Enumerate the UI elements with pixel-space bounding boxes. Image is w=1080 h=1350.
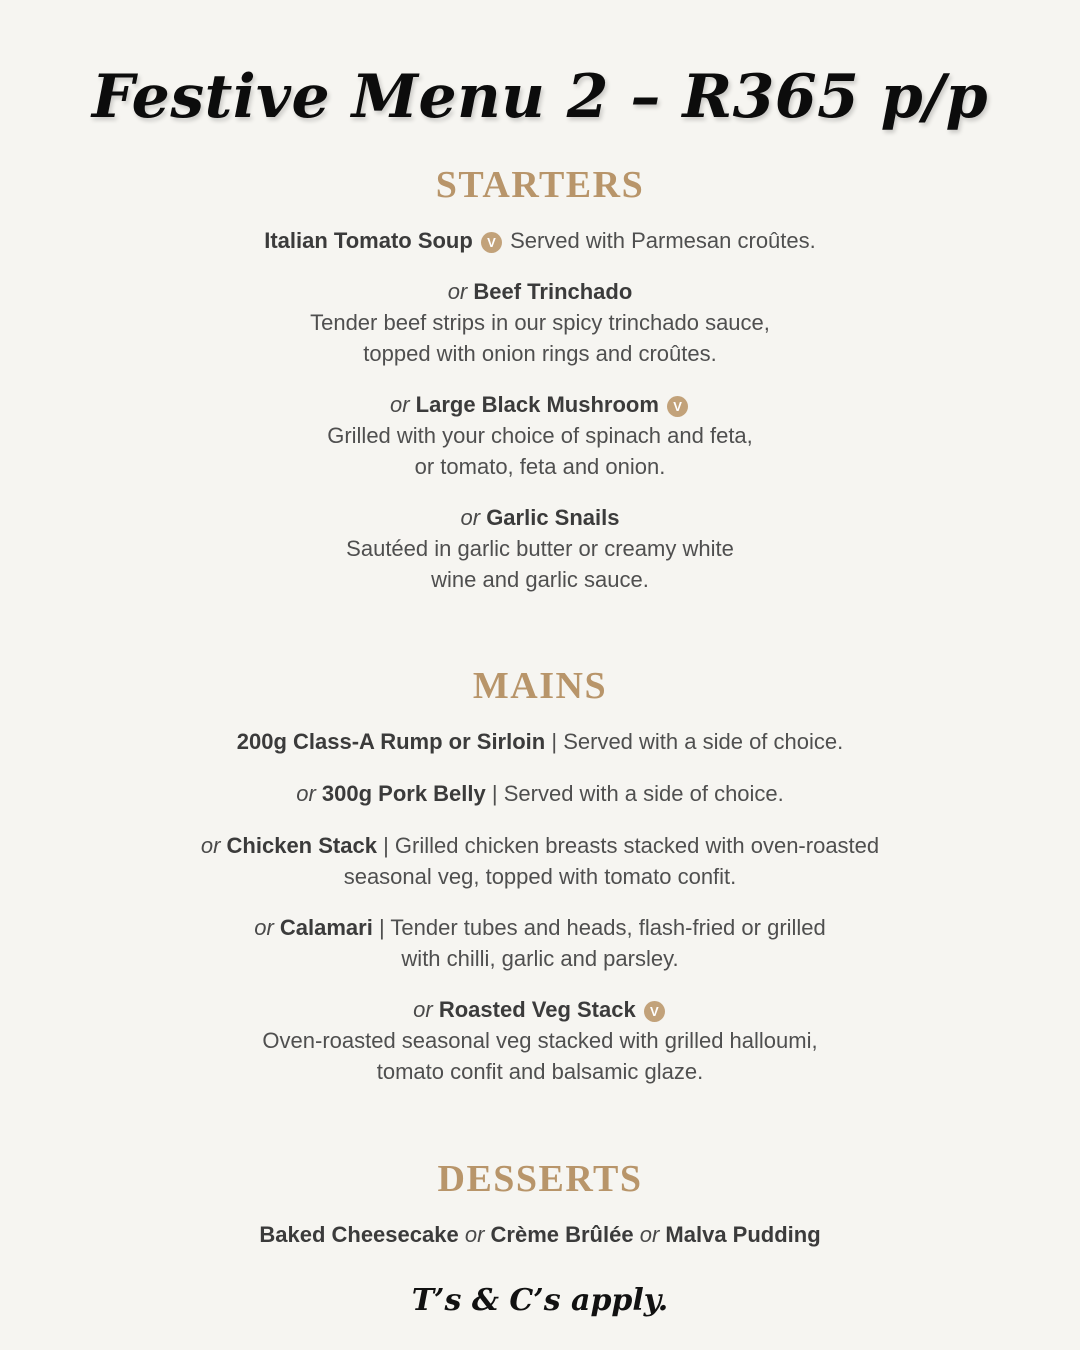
main-item-chicken-stack bbox=[0, 830, 1080, 892]
or-label: or bbox=[254, 915, 274, 940]
vegetarian-icon: V bbox=[481, 232, 502, 253]
item-name: 300g Pork Belly bbox=[321, 781, 486, 806]
item-description-line2: or tomato, feta and onion. bbox=[414, 454, 666, 479]
mains-section bbox=[0, 664, 1080, 708]
main-item-rump-sirloin bbox=[0, 726, 1080, 757]
item-description-line1: Oven-roasted seasonal veg stacked with grilled halloumi, bbox=[262, 1028, 818, 1053]
item-name: Beef Trinchado bbox=[473, 279, 633, 304]
item-description: Served with a side of choice. bbox=[503, 781, 784, 806]
or-label: or bbox=[389, 392, 410, 417]
separator: | bbox=[383, 833, 389, 858]
desserts-section bbox=[0, 1157, 1080, 1201]
item-name: Calamari bbox=[279, 915, 373, 940]
item-name: Large Black Mushroom bbox=[415, 392, 659, 417]
starter-item-italian-tomato-soup bbox=[0, 225, 1080, 256]
item-description-line2: seasonal veg, topped with tomato confit. bbox=[343, 864, 737, 889]
or-label: or bbox=[447, 279, 468, 304]
dessert-items bbox=[0, 1219, 1080, 1250]
item-name: Italian Tomato Soup bbox=[264, 228, 473, 253]
item-name: 200g Class-A Rump or Sirloin bbox=[236, 729, 546, 754]
main-item-roasted-veg-stack bbox=[0, 994, 1080, 1087]
item-description: Served with a side of choice. bbox=[563, 729, 844, 754]
starter-item-beef-trinchado bbox=[0, 276, 1080, 369]
item-description-line2: tomato confit and balsamic glaze. bbox=[376, 1059, 704, 1084]
or-label: or bbox=[460, 505, 481, 530]
or-label: or bbox=[639, 1222, 660, 1247]
item-description-line1: Tender beef strips in our spicy trinchado sauce, bbox=[310, 310, 770, 335]
starter-item-garlic-snails bbox=[0, 502, 1080, 595]
item-description-line2: with chilli, garlic and parsley. bbox=[401, 946, 679, 971]
main-item-calamari bbox=[0, 912, 1080, 974]
item-description-line1: Grilled with your choice of spinach and feta, bbox=[327, 423, 753, 448]
dessert-item-name: Crème Brûlée bbox=[490, 1222, 634, 1247]
dessert-item-name: Baked Cheesecake bbox=[259, 1222, 459, 1247]
menu-title: Festive Menu 2 – R365 p/p bbox=[91, 62, 989, 132]
item-description-line1: Sautéed in garlic butter or creamy white bbox=[346, 536, 734, 561]
item-description-line1: Tender tubes and heads, flash-fried or grilled bbox=[390, 915, 826, 940]
separator: | bbox=[378, 915, 385, 940]
item-description-line2: wine and garlic sauce. bbox=[431, 567, 649, 592]
item-description: Served with Parmesan croûtes. bbox=[510, 228, 816, 253]
vegetarian-icon: V bbox=[644, 1001, 665, 1022]
item-name: Roasted Veg Stack bbox=[438, 997, 636, 1022]
item-description-line1: Grilled chicken breasts stacked with oven-roasted bbox=[394, 833, 880, 858]
starters-heading: STARTERS bbox=[435, 164, 645, 206]
main-item-pork-belly bbox=[0, 778, 1080, 809]
item-name: Chicken Stack bbox=[226, 833, 377, 858]
terms-note: T’s & C’s apply. bbox=[411, 1283, 669, 1318]
or-label: or bbox=[200, 833, 221, 858]
starter-item-large-black-mushroom bbox=[0, 389, 1080, 482]
starters-section bbox=[0, 163, 1080, 207]
item-description-line2: topped with onion rings and croûtes. bbox=[363, 341, 717, 366]
vegetarian-icon: V bbox=[667, 396, 688, 417]
or-label: or bbox=[413, 997, 433, 1022]
or-label: or bbox=[296, 781, 316, 806]
desserts-heading: DESSERTS bbox=[437, 1158, 643, 1200]
item-name: Garlic Snails bbox=[486, 505, 620, 530]
separator: | bbox=[551, 729, 558, 754]
dessert-item-name: Malva Pudding bbox=[665, 1222, 821, 1247]
mains-heading: MAINS bbox=[472, 665, 608, 707]
or-label: or bbox=[464, 1222, 485, 1247]
separator: | bbox=[491, 781, 498, 806]
